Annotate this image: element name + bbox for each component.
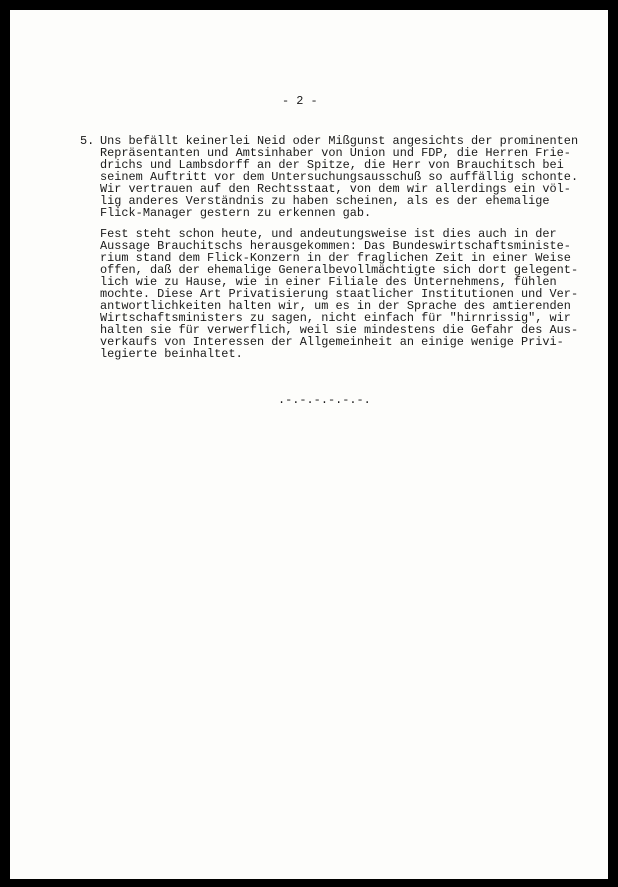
paragraph-line: Wirtschaftsministers zu sagen, nicht einfach für "hirnrissig", wir xyxy=(100,311,571,325)
paragraph-line: halten sie für verwerflich, weil sie mindestens die Gefahr des Aus- xyxy=(100,323,579,337)
paragraph-line: lich wie zu Hause, wie in einer Filiale des Unternehmens, fühlen xyxy=(100,275,557,289)
item-line: seinem Auftritt vor dem Untersuchungsausschuß so auffällig schonte. xyxy=(100,170,579,184)
item-number: 5. xyxy=(80,134,95,148)
paragraph-line: mochte. Diese Art Privatisierung staatlicher Institutionen und Ver- xyxy=(100,287,579,301)
item-line: Uns befällt keinerlei Neid oder Mißgunst angesichts der prominenten xyxy=(100,134,579,148)
item-line: Repräsentanten und Amtsinhaber von Union und FDP, die Herren Frie- xyxy=(100,146,571,160)
paragraph-line: Aussage Brauchitschs herausgekommen: Das Bundeswirtschaftsministe- xyxy=(100,239,571,253)
document-page xyxy=(10,10,608,879)
item-line: lig anderes Verständnis zu haben scheinen, als es der ehemalige xyxy=(100,194,550,208)
item-line: Flick-Manager gestern zu erkennen gab. xyxy=(100,206,372,220)
page-number: - 2 - xyxy=(282,94,318,108)
item-line: Wir vertrauen auf den Rechtsstaat, von dem wir allerdings ein völ- xyxy=(100,182,571,196)
paragraph-line: offen, daß der ehemalige Generalbevollmächtigte sich dort gelegent- xyxy=(100,263,579,277)
end-separator: .-.-.-.-.-.-. xyxy=(278,393,371,407)
paragraph-line: verkaufs von Interessen der Allgemeinheit an einige wenige Privi- xyxy=(100,335,564,349)
paragraph-line: antwortlichkeiten halten wir, um es in der Sprache des amtierenden xyxy=(100,299,571,313)
item-line: drichs und Lambsdorff an der Spitze, die Herr von Brauchitsch bei xyxy=(100,158,564,172)
paragraph-line: rium stand dem Flick-Konzern in der fraglichen Zeit in einer Weise xyxy=(100,251,571,265)
paragraph-line: legierte beinhaltet. xyxy=(100,347,243,361)
paragraph-line: Fest steht schon heute, und andeutungsweise ist dies auch in der xyxy=(100,227,557,241)
